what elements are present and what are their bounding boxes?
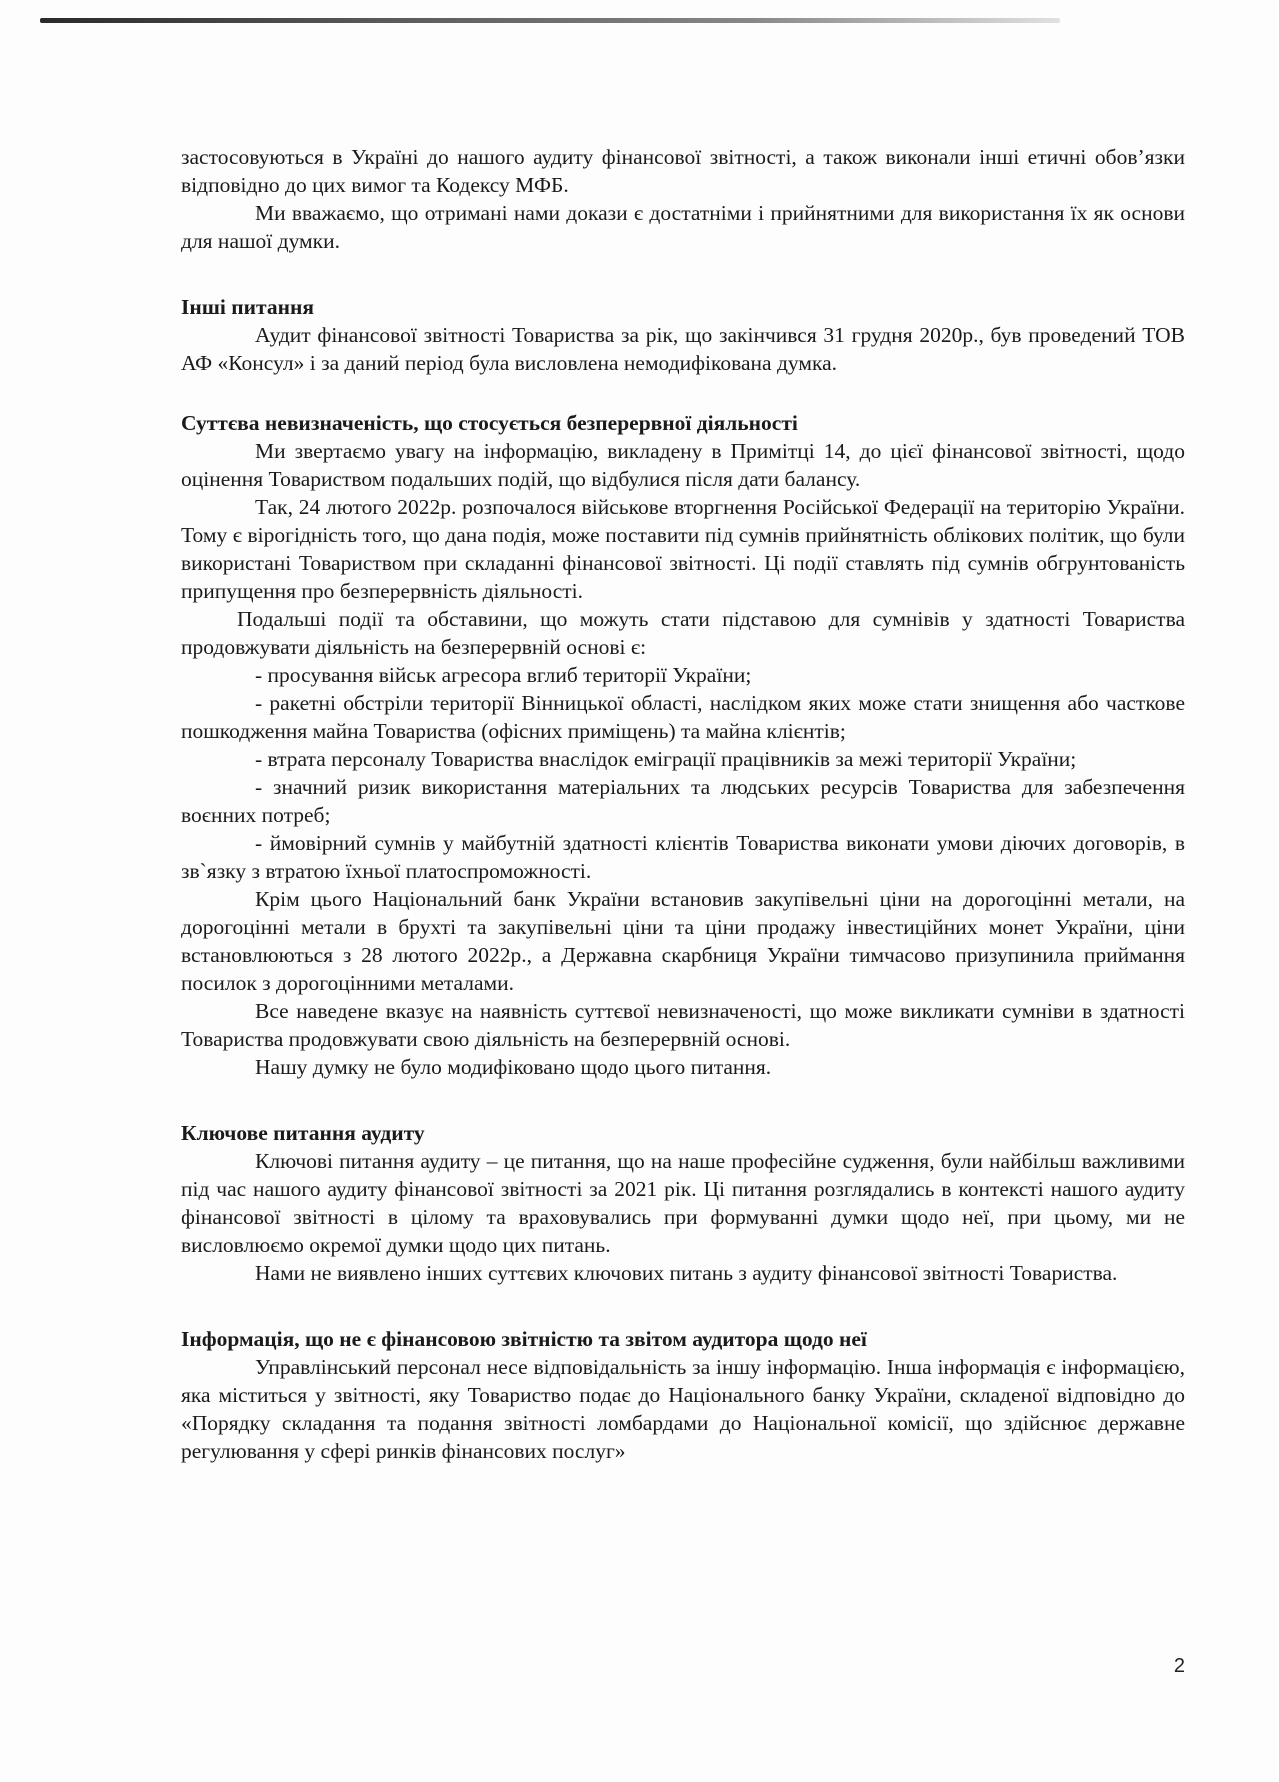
page-number: 2 (1173, 1655, 1185, 1677)
going-concern-paragraph-5: Все наведене вказує на наявність суттєвої невизначеності, що може викликати сумніви в здатності Товариства продовжувати свою діяльність на безперервній основі. (181, 999, 1185, 1051)
going-concern-paragraph-4: Крім цього Національний банк України встановив закупівельні ціни на дорогоцінні метали, на дорогоцінні метали в брухті та закупівельні ціни та ціни продажу інвестиційних монет України, ціни встановлюються з 28 лютого 2022р., а Державна скарбниця України тимчасово призупинила приймання посилок з дорогоцінними металами. (181, 887, 1185, 995)
intro-paragraph-2: Ми вважаємо, що отримані нами докази є достатніми і прийнятними для використання їх як основи для нашої думки. (181, 201, 1185, 253)
going-concern-heading: Суттєва невизначеність, що стосується безперервної діяльності (181, 411, 798, 435)
list-item: - ймовірний сумнів у майбутній здатності клієнтів Товариства виконати умови діючих договорів, в зв`язку з втратою їхньої платоспроможності. (181, 831, 1185, 883)
key-audit-matter-heading: Ключове питання аудиту (181, 1121, 425, 1145)
going-concern-paragraph-1: Ми звертаємо увагу на інформацію, викладену в Примітці 14, до цієї фінансової звітності, щодо оцінення Товариством подальших подій, що відбулися після дати балансу. (181, 439, 1185, 491)
other-information-paragraph-1: Управлінський персонал несе відповідальність за іншу інформацію. Інша інформація є інформацією, яка міститься у звітності, яку Товариство подає до Національного банку України, складеної відповідно до «Порядку складання та подання звітності ломбардами до Національної комісії, що здійснює державне регулювання у сфері ринків фінансових послуг» (181, 1355, 1185, 1463)
intro-paragraph-1: застосовуються в Україні до нашого аудиту фінансової звітності, а також виконали інші етичні обов’язки відповідно до цих вимог та Кодексу МФБ. (181, 145, 1185, 197)
key-audit-matter-paragraph-1: Ключові питання аудиту – це питання, що на наше професійне судження, були найбільш важливими під час нашого аудиту фінансової звітності за 2021 рік. Ці питання розглядались в контексті нашого аудиту фінансової звітності в цілому та враховувались при формуванні думки щодо неї, при цьому, ми не висловлюємо окремої думки щодо цих питань. (181, 1149, 1185, 1257)
list-item: - ракетні обстріли території Вінницької області, наслідком яких може стати знищення або часткове пошкодження майна Товариства (офісних приміщень) та майна клієнтів; (181, 691, 1185, 743)
going-concern-paragraph-2: Так, 24 лютого 2022р. розпочалося військове вторгнення Російської Федерації на територію України. Тому є вірогідність того, що дана подія, може поставити під сумнів прийнятність облікових політик, що були використані Товариством при складанні фінансової звітності. Ці події ставлять під сумнів обгрунтованість припущення про безперервність діяльності. (181, 495, 1185, 603)
document-body (181, 143, 1185, 1465)
list-item: - втрата персоналу Товариства внаслідок еміграції працівників за межі території України; (255, 747, 1077, 771)
spacer (181, 255, 1185, 283)
other-matters-heading: Інші питання (181, 295, 315, 319)
other-information-heading: Інформація, що не є фінансовою звітністю та звітом аудитора щодо неї (181, 1327, 867, 1351)
going-concern-paragraph-3: Подальші події та обставини, що можуть стати підставою для сумнівів у здатності Товариства продовжувати діяльність на безперервній основі є: (181, 607, 1185, 659)
list-item: - значний ризик використання матеріальних та людських ресурсів Товариства для забезпечення воєнних потреб; (181, 775, 1185, 827)
going-concern-paragraph-6: Нашу думку не було модифіковано щодо цього питання. (255, 1055, 772, 1079)
other-matters-paragraph: Аудит фінансової звітності Товариства за рік, що закінчився 31 грудня 2020р., був проведений ТОВ АФ «Консул» і за даний період була висловлена немодифікована думка. (181, 323, 1185, 375)
key-audit-matter-paragraph-2: Нами не виявлено інших суттєвих ключових питань з аудиту фінансової звітності Товариства. (255, 1261, 1118, 1285)
list-item: - просування військ агресора вглиб території України; (255, 663, 752, 687)
scan-edge-artifact (40, 18, 1060, 23)
